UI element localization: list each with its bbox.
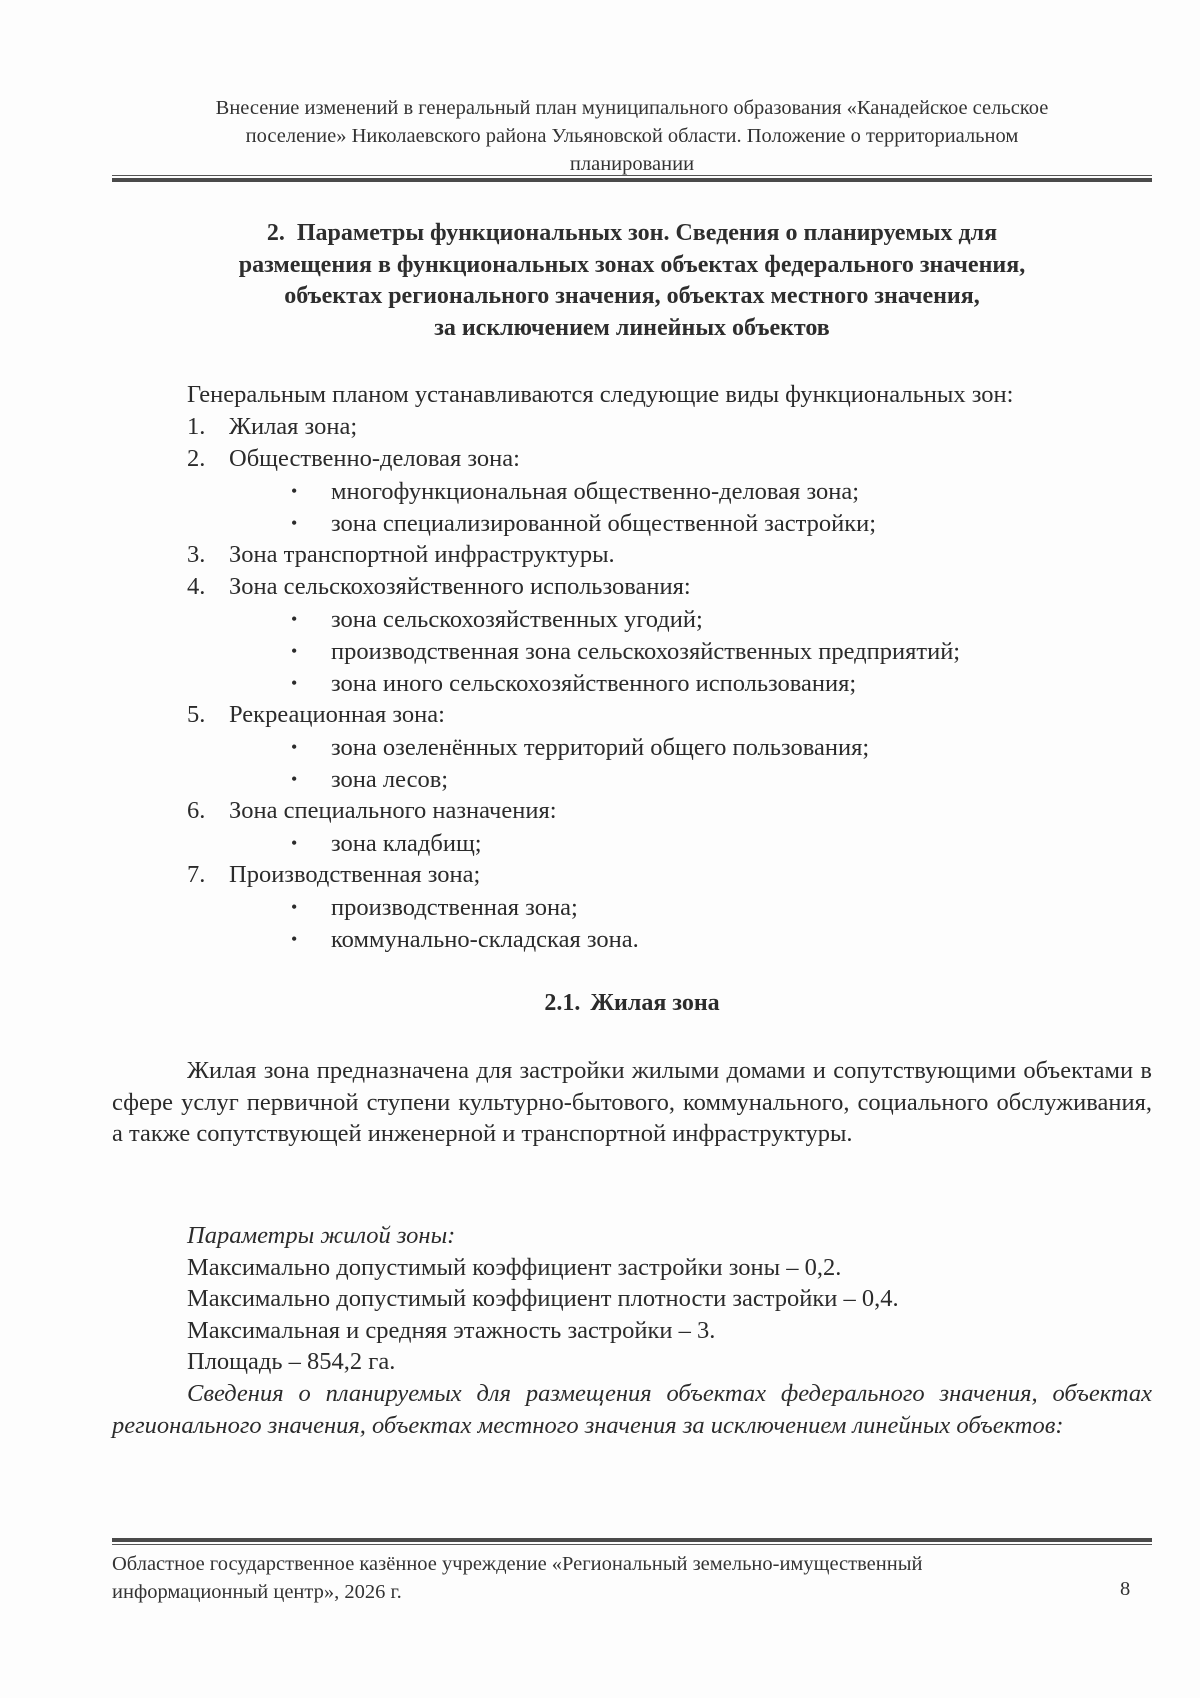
zone-subitem xyxy=(187,731,960,763)
bullet-icon: • xyxy=(291,769,298,789)
residential-params xyxy=(187,1220,899,1378)
running-footer xyxy=(112,1550,1072,1606)
param-line: Площадь – 854,2 га. xyxy=(187,1348,396,1375)
section-title-line: за исключением линейных объектов xyxy=(434,314,830,341)
footer-line: Областное государственное казённое учреждение «Региональный земельно-имущественный xyxy=(112,1553,923,1575)
footer-rule xyxy=(112,1538,1152,1545)
zone-subitem-label: коммунально-складская зона. xyxy=(331,926,639,953)
section-title xyxy=(112,218,1152,344)
zone-number: 6. xyxy=(187,797,206,824)
zone-label: Зона сельскохозяйственного использования: xyxy=(229,573,691,600)
zone-subitem xyxy=(187,827,960,859)
zone-subitem xyxy=(187,603,960,635)
planned-objects-info-text: Сведения о планируемых для размещения объектах федерального значения, объектах регионального значения, объектах местного значения за исключением линейных объектов: xyxy=(112,1380,1152,1439)
header-line: Внесение изменений в генеральный план муниципального образования «Канадейское сельское xyxy=(215,97,1049,119)
intro-text: Генеральным планом устанавливаются следующие виды функциональных зон: xyxy=(187,381,1014,408)
zone-subitem xyxy=(187,507,960,539)
zone-subitem xyxy=(187,667,960,699)
zone-item xyxy=(187,795,960,827)
residential-paragraph xyxy=(112,1055,1152,1150)
section-title-line: Параметры функциональных зон. Сведения о планируемых для xyxy=(296,220,998,246)
zone-subitem xyxy=(187,763,960,795)
bullet-icon: • xyxy=(291,481,298,501)
zone-label: Рекреационная зона: xyxy=(229,701,445,728)
params-heading: Параметры жилой зоны: xyxy=(187,1222,456,1249)
zone-label: Зона транспортной инфраструктуры. xyxy=(229,541,615,568)
zone-item xyxy=(187,443,960,475)
zone-number: 7. xyxy=(187,861,206,888)
section-title-line: объектах регионального значения, объектах местного значения, xyxy=(284,283,980,309)
zone-subitem xyxy=(187,923,960,955)
zone-subitem-label: зона кладбищ; xyxy=(331,830,482,857)
zone-label: Жилая зона; xyxy=(229,413,358,440)
zone-label: Производственная зона; xyxy=(229,861,481,888)
header-line: планировании xyxy=(569,153,695,175)
zone-label: Общественно-деловая зона: xyxy=(229,445,520,472)
planned-objects-info xyxy=(112,1378,1152,1441)
zone-list xyxy=(187,411,960,955)
zone-subitem-label: производственная зона; xyxy=(331,894,578,921)
subsection-number: 2.1. xyxy=(544,990,581,1016)
zone-subitem-label: производственная зона сельскохозяйственных предприятий; xyxy=(331,638,961,665)
bullet-icon: • xyxy=(291,513,298,533)
zone-number: 1. xyxy=(187,413,206,440)
header-line: поселение» Николаевского района Ульяновской области. Положение о территориальном xyxy=(245,125,1019,147)
zone-number: 4. xyxy=(187,573,206,600)
bullet-icon: • xyxy=(291,609,298,629)
bullet-icon: • xyxy=(291,641,298,661)
section-number: 2. xyxy=(266,220,285,246)
subsection-label: Жилая зона xyxy=(590,990,720,1016)
page-number: 8 xyxy=(1120,1578,1131,1600)
section-title-line: размещения в функциональных зонах объектах федерального значения, xyxy=(238,251,1026,278)
zone-number: 2. xyxy=(187,445,206,472)
bullet-icon: • xyxy=(291,833,298,853)
zone-subitem xyxy=(187,635,960,667)
zone-subitem-label: зона сельскохозяйственных угодий; xyxy=(331,606,703,633)
zone-label: Зона специального назначения: xyxy=(229,797,557,824)
param-line: Максимально допустимый коэффициент плотности застройки – 0,4. xyxy=(187,1285,899,1312)
zone-subitem-label: зона лесов; xyxy=(331,766,449,793)
residential-paragraph-text: Жилая зона предназначена для застройки жилыми домами и сопутствующими объектами в сфере услуг первичной ступени культурно-бытового, коммунального, социального обслуживания, а также сопутствующей инженерной и транспортной инфраструктуры. xyxy=(112,1057,1152,1147)
running-header xyxy=(112,94,1152,178)
zone-item xyxy=(187,859,960,891)
zone-subitem xyxy=(187,475,960,507)
bullet-icon: • xyxy=(291,897,298,917)
bullet-icon: • xyxy=(291,929,298,949)
zone-subitem-label: зона специализированной общественной застройки; xyxy=(331,510,877,537)
zone-item xyxy=(187,699,960,731)
zone-item xyxy=(187,539,960,571)
zone-item xyxy=(187,571,960,603)
zone-subitem xyxy=(187,891,960,923)
header-rule xyxy=(112,175,1152,182)
param-line: Максимальная и средняя этажность застройки – 3. xyxy=(187,1316,716,1344)
zone-number: 5. xyxy=(187,701,206,728)
bullet-icon: • xyxy=(291,737,298,757)
zone-subitem-label: многофункциональная общественно-деловая зона; xyxy=(331,478,860,505)
zone-number: 3. xyxy=(187,541,206,568)
zone-subitem-label: зона иного сельскохозяйственного использования; xyxy=(331,670,857,697)
subsection-title xyxy=(112,990,1152,1017)
bullet-icon: • xyxy=(291,673,298,693)
footer-line: информационный центр», 2026 г. xyxy=(112,1581,402,1603)
zone-item xyxy=(187,411,960,443)
zone-subitem-label: зона озеленённых территорий общего пользования; xyxy=(331,734,870,761)
param-line: Максимально допустимый коэффициент застройки зоны – 0,2. xyxy=(187,1253,842,1281)
